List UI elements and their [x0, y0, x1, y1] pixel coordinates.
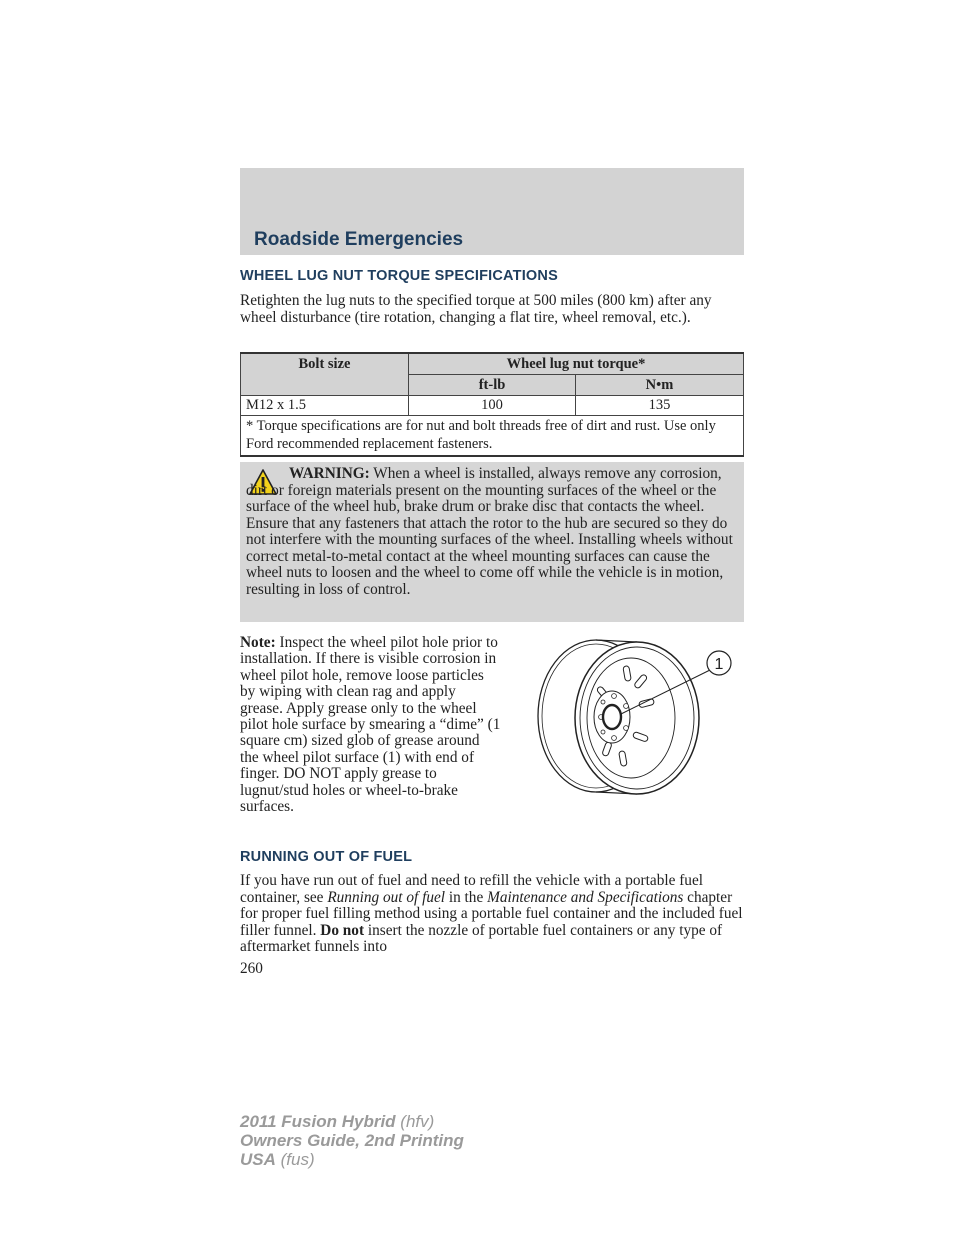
- note-body: Inspect the wheel pilot hole prior to installation. If there is visible corrosion in wheel pilot hole, remove loose particles by wiping with clean rag and apply grease. Apply grease only to the wheel pilot hole surface by smearing a “dime” (1 square cm) sized glob of grease around the wheel pilot surface (1) with end of finger. DO NOT apply grease to lugnut/stud holes or wheel-to-brake surfaces.: [240, 634, 501, 816]
- warning-box: [240, 462, 744, 622]
- table-footnote: * Torque specifications are for nut and bolt threads free of dirt and rust. Use only Ford recommended replacement fasteners.: [241, 416, 744, 457]
- fuel-ref-running-out: Running out of fuel: [327, 888, 446, 906]
- footer-model: 2011 Fusion Hybrid: [240, 1112, 396, 1131]
- cell-bolt-size: M12 x 1.5: [241, 396, 409, 416]
- header-nm: N•m: [576, 375, 744, 396]
- section-heading-fuel: RUNNING OUT OF FUEL: [240, 849, 413, 865]
- cell-nm: 135: [576, 396, 744, 416]
- fuel-paragraph: [240, 873, 744, 956]
- footer-edition: Owners Guide, 2nd Printing: [240, 1131, 464, 1150]
- warning-body: When a wheel is installed, always remove any corrosion, dirt or foreign materials present on the mounting surfaces of the wheel or the surface of the wheel hub, brake drum or brake disc that contacts the wheel. Ensure that any fasteners that attach the rotor to the hub are secured so they do not interfere with the mounting surfaces of the wheel. Installing wheels without correct metal-to-metal contact at the wheel mounting surfaces can cause the wheel nuts to loosen and the wheel to come off while the vehicle is in motion, resulting in loss of control.: [246, 465, 733, 598]
- fuel-text-a: If you have run out of fuel and need to refill the vehicle with a portable fuel container, see: [240, 872, 703, 906]
- footer-model-code: (hfv): [395, 1112, 435, 1131]
- warning-text: [246, 466, 734, 598]
- note-paragraph: [240, 635, 502, 815]
- footer-market-code: (fus): [275, 1150, 315, 1169]
- fuel-text-b: in the: [445, 888, 488, 906]
- footer-market: USA: [240, 1150, 276, 1169]
- fuel-text-c: chapter for proper fuel filling method using a portable fuel container and the included fuel filler funnel.: [240, 888, 743, 939]
- header-bolt-size: Bolt size: [241, 353, 409, 396]
- note-label: Note:: [240, 634, 276, 651]
- chapter-title: Roadside Emergencies: [254, 229, 464, 250]
- chapter-header: [240, 168, 744, 255]
- table-row: [241, 396, 744, 416]
- cell-ft-lb: 100: [409, 396, 576, 416]
- fuel-text-d: insert the nozzle of portable fuel containers or any type of aftermarket funnels into: [240, 921, 723, 956]
- torque-intro-paragraph: Retighten the lug nuts to the specified torque at 500 miles (800 km) after any wheel disturbance (tire rotation, changing a flat tire, wheel removal, etc.).: [240, 292, 712, 326]
- warning-label: WARNING:: [289, 465, 370, 482]
- fuel-do-not: Do not: [320, 921, 365, 939]
- wheel-diagram-icon: [532, 638, 742, 798]
- header-ft-lb: ft-lb: [409, 375, 576, 396]
- document-footer: [240, 1112, 464, 1169]
- page-number: 260: [240, 960, 263, 977]
- figure-callout-number: 1: [714, 656, 724, 673]
- torque-spec-table: [240, 352, 744, 457]
- header-wheel-torque: Wheel lug nut torque*: [409, 353, 744, 375]
- fuel-ref-chapter: Maintenance and Specifications: [487, 888, 684, 906]
- section-heading-torque: WHEEL LUG NUT TORQUE SPECIFICATIONS: [240, 268, 558, 284]
